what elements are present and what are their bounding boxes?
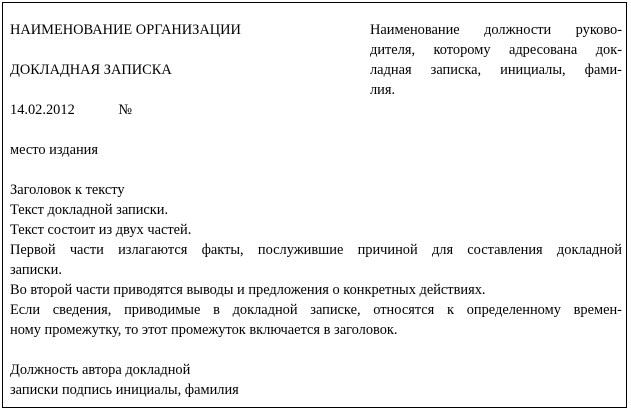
addressee-word: руково- xyxy=(575,22,622,38)
header-left-block xyxy=(10,20,340,100)
document-header xyxy=(10,20,622,104)
text-heading: Заголовок к тексту xyxy=(10,182,125,198)
body-paragraph-5-line-1 xyxy=(10,300,622,320)
addressee-word: записка, xyxy=(430,62,482,78)
body-word: Если xyxy=(10,302,41,318)
body-word: факты, xyxy=(201,242,244,258)
number-sign: № xyxy=(118,102,133,118)
addressee-line-1 xyxy=(370,20,622,40)
body-word: определенному xyxy=(466,302,561,318)
addressee-word: фами- xyxy=(584,62,622,78)
body-word: послужившие xyxy=(257,242,344,258)
place-of-issue: место издания xyxy=(10,142,98,158)
document-date: 14.02.2012 xyxy=(10,102,75,118)
body-word: к xyxy=(447,302,454,318)
body-paragraph-3-line-2: записки. xyxy=(10,262,62,278)
body-word: составления xyxy=(467,242,543,258)
addressee-word: дителя, xyxy=(370,42,416,58)
body-word: докладной xyxy=(232,302,298,318)
addressee-word: должности xyxy=(484,22,552,38)
addressee-word: Наименование xyxy=(370,22,460,38)
body-word: сведения, xyxy=(52,302,112,318)
addressee-word: адресована xyxy=(508,42,578,58)
signature-line-1: Должность автора докладной xyxy=(10,362,191,378)
body-word: для xyxy=(431,242,454,258)
body-word: причиной xyxy=(357,242,418,258)
body-word: Первой xyxy=(10,242,56,258)
addressee-line-4: лия. xyxy=(370,82,396,98)
body-line-1: Текст докладной записки. xyxy=(10,202,169,218)
addressee-line-2 xyxy=(370,40,622,60)
body-word: относятся xyxy=(373,302,435,318)
addressee-word: которому xyxy=(433,42,491,58)
body-word: излагаются xyxy=(118,242,188,258)
body-word: докладной xyxy=(556,242,622,258)
signature-line-2: записки подпись инициалы, фамилия xyxy=(10,382,239,398)
organization-name: НАИМЕНОВАНИЕ ОРГАНИЗАЦИИ xyxy=(10,22,241,38)
addressee-word: инициалы, xyxy=(500,62,566,78)
addressee-block xyxy=(370,20,622,100)
body-word: записке, xyxy=(310,302,361,318)
body-word: в xyxy=(213,302,220,318)
body-word: приводимые xyxy=(124,302,201,318)
body-line-2: Текст состоит из двух частей. xyxy=(10,222,192,238)
body-word: времен- xyxy=(573,302,622,318)
body-word: части xyxy=(69,242,104,258)
addressee-word: док- xyxy=(595,42,622,58)
body-paragraph-3-line-1 xyxy=(10,240,622,260)
body-line-4: Во второй части приводятся выводы и предложения о конкретных действиях. xyxy=(10,282,486,298)
addressee-word: ладная xyxy=(370,62,412,78)
document-type-title: ДОКЛАДНАЯ ЗАПИСКА xyxy=(10,62,172,78)
body-paragraph-5-line-2: ному промежутку, то этот промежуток включается в заголовок. xyxy=(10,322,398,338)
addressee-line-3 xyxy=(370,60,622,80)
document-page xyxy=(10,20,622,400)
